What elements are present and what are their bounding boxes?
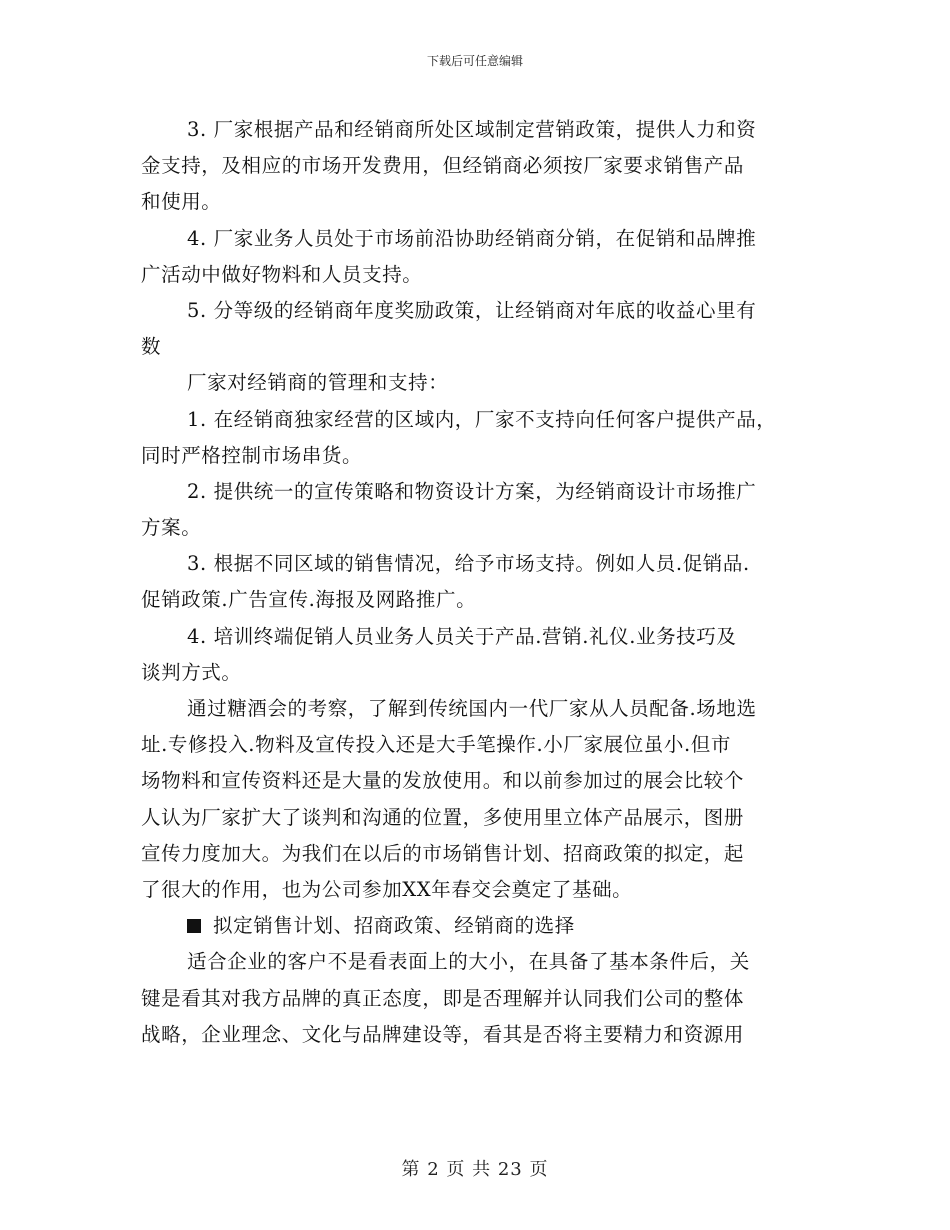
paragraph-line: 适合企业的客户不是看表面上的大小，在具备了基本条件后，关 — [187, 950, 750, 974]
paragraph-line: 5. 分等级的经销商年度奖励政策，让经销商对年底的收益心里有 — [187, 298, 757, 322]
paragraph-line: 键是看其对我方品牌的真正态度，即是否理解并认同我们公司的整体 — [141, 986, 745, 1010]
paragraph-line: 数 — [141, 335, 162, 359]
paragraph-line: 3. 根据不同区域的销售情况，给予市场支持。例如人员.促销品. — [187, 552, 750, 576]
paragraph-line: 场物料和宣传资料还是大量的发放使用。和以前参加过的展会比较个 — [141, 769, 745, 793]
paragraph-line: 和使用。 — [141, 190, 222, 214]
paragraph-line: 同时严格控制市场串货。 — [141, 443, 363, 467]
paragraph-line: 1. 在经销商独家经营的区域内，厂家不支持向任何客户提供产品， — [187, 407, 777, 431]
paragraph-line: 址.专修投入.物料及宣传投入还是大手笔操作.小厂家展位虽小.但市 — [141, 733, 731, 757]
paragraph-line: 了很大的作用，也为公司参加XX年春交会奠定了基础。 — [141, 877, 633, 901]
paragraph-line: 广活动中做好物料和人员支持。 — [141, 262, 423, 286]
paragraph-line: 方案。 — [141, 516, 202, 540]
page-header: 下载后可任意编辑 — [426, 54, 523, 68]
document-body — [141, 112, 817, 1053]
paragraph-line: 谈判方式。 — [141, 660, 242, 684]
page-footer: 第 2 页 共 23 页 — [401, 1159, 549, 1180]
paragraph-line: 3. 厂家根据产品和经销商所处区域制定营销政策，提供人力和资 — [187, 118, 757, 141]
paragraph-line: 4. 培训终端促销人员业务人员关于产品.营销.礼仪.业务技巧及 — [187, 624, 737, 648]
section-heading-bullet — [141, 908, 817, 944]
paragraph-line: 宣传力度加大。为我们在以后的市场销售计划、招商政策的拟定，起 — [141, 841, 745, 865]
black-square-icon — [187, 919, 201, 933]
paragraph-line: 战略，企业理念、文化与品牌建设等，看其是否将主要精力和资源用 — [141, 1022, 745, 1046]
paragraph-line: 金支持，及相应的市场开发费用，但经销商必须按厂家要求销售产品 — [141, 154, 745, 178]
paragraph-line: 人认为厂家扩大了谈判和沟通的位置，多使用里立体产品展示，图册 — [141, 805, 745, 829]
section-heading: 厂家对经销商的管理和支持： — [187, 371, 449, 395]
paragraph-line: 通过糖酒会的考察，了解到传统国内一代厂家从人员配备.场地选 — [187, 697, 757, 720]
section-heading-text: 拟定销售计划、招商政策、经销商的选择 — [213, 914, 575, 938]
paragraph-line: 4. 厂家业务人员处于市场前沿协助经销商分销，在促销和品牌推 — [187, 226, 757, 250]
paragraph-line: 2. 提供统一的宣传策略和物资设计方案，为经销商设计市场推广 — [187, 479, 757, 503]
paragraph-line: 促销政策.广告宣传.海报及网路推广。 — [141, 588, 477, 612]
